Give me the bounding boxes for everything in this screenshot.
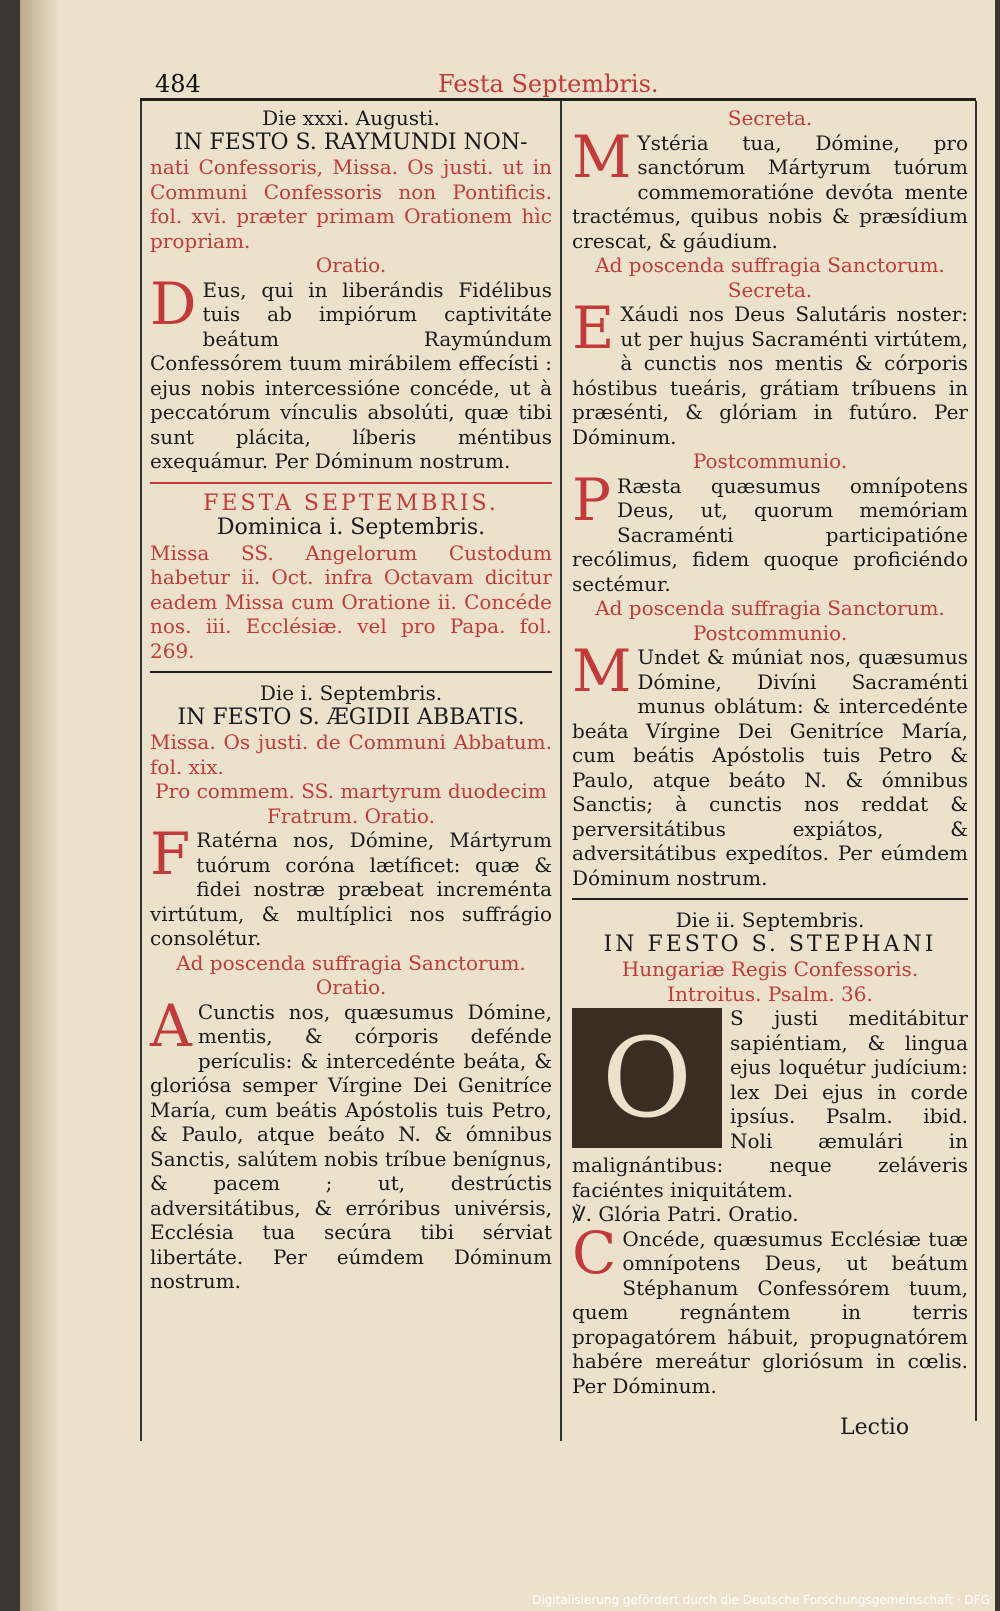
page-number: 484 (155, 70, 201, 98)
section-rule (572, 898, 968, 900)
paragraph-text: Ratérna nos, Dómine, Mártyrum tuórum coróna lætíficet: quæ & fidei nostræ præbeat increménta virtútum, & multíplici nos suffrágio consolétur. (150, 828, 552, 950)
left-column-rule (140, 101, 142, 1441)
paragraph-text: Missa SS. Angelorum Custodum habetur ii. Oct. infra Octavam dicitur eadem Missa cum Oratione ii. Concéde nos. iii. Ecclésiæ. vel pro Papa. fol. 269. (150, 540, 552, 663)
paragraph-text: Postcommunio. (692, 620, 848, 645)
drop-capital: F (150, 820, 191, 888)
left-paragraph (150, 706, 552, 731)
paragraph-text: Missa. Os justi. de Communi Abbatum. fol. xix. (150, 730, 552, 779)
paragraph-text: IN FESTO S. ÆGIDII ABBATIS. (177, 704, 525, 730)
drop-capital: C (572, 1218, 617, 1287)
left-paragraph (150, 253, 552, 278)
right-paragraph (572, 449, 968, 474)
paragraph-text: S justi meditábitur sapiéntiam, & lingua ejus loquétur judícium: lex Dei ejus in corde ipsíus. Psalm. ibid. Noli æmulári in malignántibus: neque zeláveris faciéntes iniquitátem. (572, 1006, 968, 1202)
paragraph-text: Introitus. Psalm. 36. (667, 981, 873, 1006)
drop-capital: P (572, 465, 612, 534)
paragraph-text: Eus, qui in liberándis Fidélibus tuis ab impiórum captivitáte beátum Raymúndum Confessórem tuum mirábilem effecísti : ejus nobis intercessióne concéde, ut à peccatórum vínculis absolúti, quæ tibi sunt plácita, líberis méntibus exequámur. Per Dóminum nostrum. (150, 277, 552, 473)
paragraph-text: ℣. Glória Patri. Oratio. (572, 1202, 799, 1226)
left-column (150, 106, 552, 1294)
paragraph-text: Ad poscenda suffragia Sanctorum. (595, 253, 945, 277)
right-paragraph (572, 908, 968, 933)
catchword: Lectio (840, 1415, 910, 1440)
right-paragraph (572, 982, 968, 1007)
paragraph-text: Postcommunio. (692, 449, 848, 473)
paragraph-text: Die xxxi. Augusti. (262, 106, 440, 130)
left-paragraph (150, 541, 552, 664)
drop-capital: D (150, 269, 197, 338)
paragraph-text: Xáudi nos Deus Salutáris noster: ut per hujus Sacraménti virtútem, à cunctis nos mentis & córporis hóstibus tueáris, grátiam tríbuens in præsénti, & glóriam in futúro. Per Dóminum. (572, 302, 968, 449)
paragraph-text: Oratio. (315, 253, 387, 277)
right-column (572, 106, 968, 1398)
top-rule (140, 98, 976, 101)
left-paragraph (150, 131, 552, 156)
paragraph-text: Oncéde, quæsumus Ecclésiæ tuæ omnípotens Deus, ut beátum Stéphanum Confessórem tuum, quem regnántem in terris propagatórem hábuit, propugnatórem habére mereátur gloriósum in cœlis. Per Dóminum. (572, 1226, 968, 1398)
right-paragraph (572, 1202, 968, 1227)
paragraph-text: Ystéria tua, Dómine, pro sanctórum Mártyrum tuórum commemoratióne devóta mente tractémus, quibus nobis & præsídium crescat, & gáudium. (572, 130, 968, 253)
left-paragraph (150, 951, 552, 976)
digitization-credit: Digitalisierung gefördert durch die Deutsche Forschungsgemeinschaft · DFG (532, 1593, 990, 1607)
left-paragraph (150, 779, 552, 828)
paragraph-text: IN FESTO S. STEPHANI (603, 931, 937, 957)
left-paragraph (150, 106, 552, 131)
right-paragraph (572, 253, 968, 278)
paragraph-text: Pro commem. SS. martyrum duodecim Fratrum. Oratio. (155, 779, 547, 828)
paragraph-text: Cunctis nos, quæsumus Dómine, mentis, & córporis defénde perículis: & intercedénte beáta, & gloriósa semper Vírgine Dei Genitríce María, cum beátis Apóstolis tuis Petro, & Paulo, atque beáto N. & ómnibus Sanctis, salútem nobis tríbue benígnus, & pacem ; ut, destrúctis adversitátibus, & erróribus univérsis, Ecclésia tua secúra tibi sérviat libertáte. Per eúmdem Dóminum nostrum. (150, 999, 552, 1293)
right-paragraph (572, 957, 968, 982)
paragraph-text: Dominica i. Septembris. (216, 515, 486, 540)
woodcut-initial (572, 1008, 722, 1148)
drop-capital: E (572, 294, 615, 362)
paragraph-text: Secreta. (727, 106, 813, 130)
left-paragraph (150, 820, 552, 951)
right-paragraph (572, 294, 968, 449)
right-paragraph (572, 1218, 968, 1399)
section-rule (150, 482, 552, 484)
paragraph-text: Secreta. (727, 277, 813, 302)
left-paragraph (150, 730, 552, 779)
column-divider (560, 101, 562, 1441)
paragraph-text: FESTA SEPTEMBRIS. (203, 490, 499, 516)
book-page (20, 0, 995, 1611)
paragraph-text: Die i. Septembris. (259, 681, 443, 705)
paragraph-text: Ad poscenda suffragia Sanctorum. (176, 950, 526, 975)
woodcut-letter: O (601, 1013, 693, 1142)
left-paragraph (150, 155, 552, 253)
right-paragraph (572, 596, 968, 621)
paragraph-text: Oratio. (315, 975, 387, 999)
paragraph-text: Ræsta quæsumus omnípotens Deus, ut, quorum memóriam Sacraménti participatióne recólimus, fidem quoque proficiéndo sectémur. (572, 473, 968, 596)
right-paragraph (572, 621, 968, 646)
left-paragraph (150, 681, 552, 706)
right-paragraph (572, 1006, 968, 1202)
left-paragraph (150, 516, 552, 541)
drop-capital: M (572, 637, 632, 705)
right-paragraph (572, 122, 968, 254)
drop-capital: A (150, 991, 192, 1060)
right-paragraph (572, 637, 968, 890)
left-paragraph (150, 492, 552, 517)
right-paragraph (572, 465, 968, 597)
right-paragraph (572, 106, 968, 131)
running-title: Festa Septembris. (438, 70, 659, 98)
left-paragraph (150, 975, 552, 1000)
drop-capital: M (572, 122, 632, 191)
right-column-rule (975, 101, 977, 1421)
paragraph-text: nati Confessoris, Missa. Os justi. ut in Communi Confessoris non Pontificis. fol. xvi. præter primam Orationem hìc propriam. (150, 155, 552, 253)
paragraph-text: Ad poscenda suffragia Sanctorum. (595, 596, 945, 620)
right-paragraph (572, 278, 968, 303)
left-paragraph (150, 991, 552, 1294)
left-paragraph (150, 269, 552, 474)
section-rule (150, 671, 552, 673)
paragraph-text: Die ii. Septembris. (675, 908, 865, 932)
paragraph-text: Hungariæ Regis Confessoris. (621, 957, 919, 981)
right-paragraph (572, 933, 968, 958)
paragraph-text: Undet & múniat nos, quæsumus Dómine, Divíni Sacraménti munus oblátum: & intercedénte beáta Vírgine Dei Genitríce María, cum beátis Apóstolis tuis Petro & Paulo, atque beáto N. & ómnibus Sanctis; à cunctis nos reddat & perversitátibus expiátos, & adversitátibus expedítos. Per eúmdem Dóminum nostrum. (572, 645, 968, 890)
paragraph-text: IN FESTO S. RAYMUNDI NON- (174, 129, 528, 155)
